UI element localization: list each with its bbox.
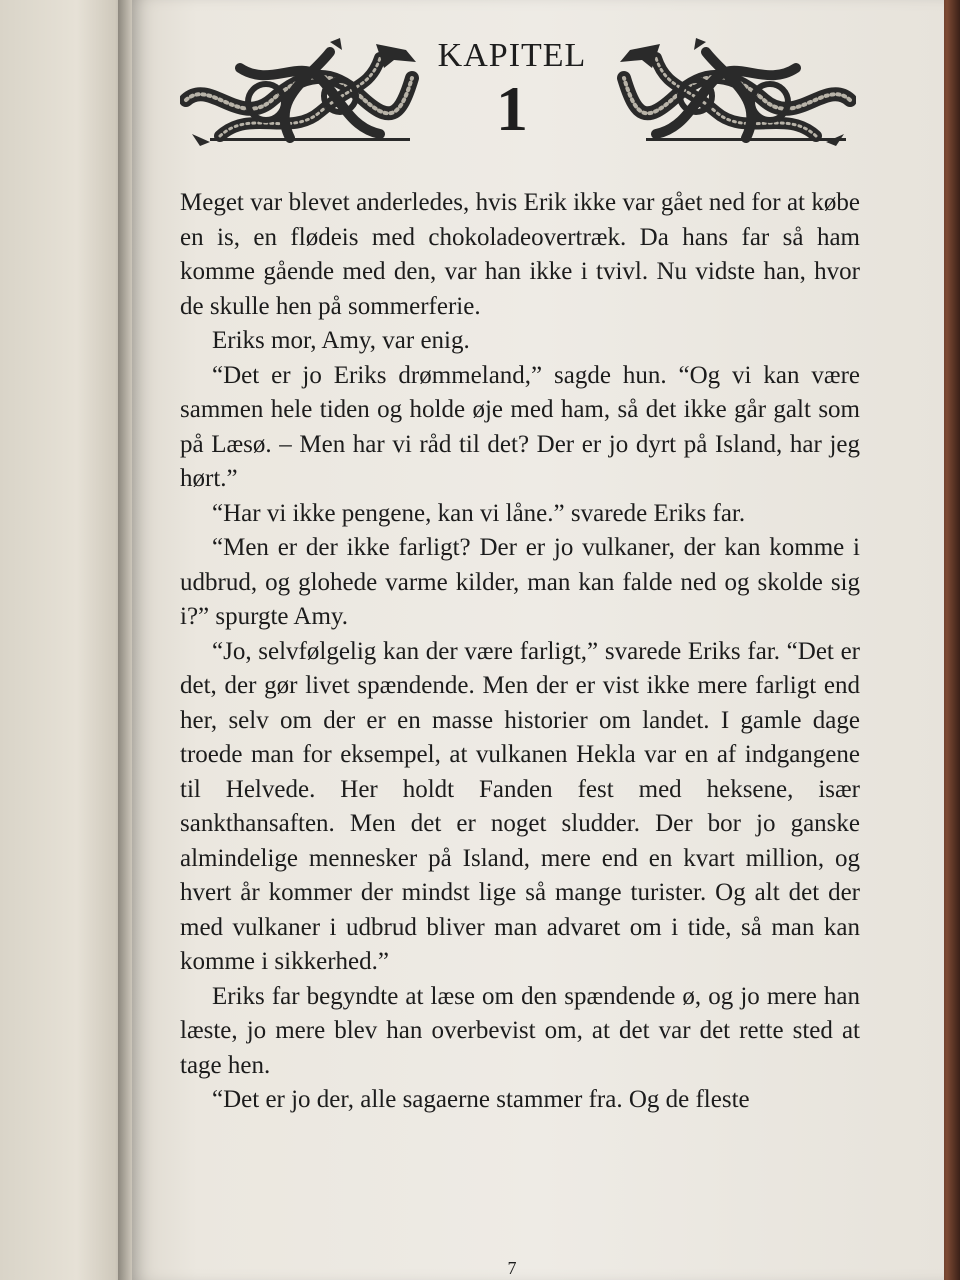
paragraph: Eriks mor, Amy, var enig.	[212, 327, 470, 354]
serpent-ornament-icon	[180, 38, 420, 148]
paragraph: “Har vi ikke pengene, kan vi låne.” svarede Eriks far.	[212, 499, 746, 527]
paragraph: “Det er jo Eriks drømmeland,” sagde hun. “Og vi kan være sammen hele tiden og holde øje med ham, så det ikke går galt som på Læsø. – Men har vi råd til det? Der er jo dyrt på Island, har jeg hørt.”	[180, 361, 860, 492]
paragraph: Eriks far begyndte at læse om den spændende ø, og jo mere han læste, jo mere blev han overbevist om, at det var det rette sted at tage hen.	[180, 982, 860, 1079]
chapter-body-text	[180, 186, 860, 1118]
chapter-label: KAPITEL	[437, 37, 587, 74]
chapter-heading	[412, 36, 612, 142]
paragraph: “Det er jo der, alle sagaerne stammer fra. Og de fleste	[212, 1086, 750, 1113]
chapter-number: 1	[496, 73, 528, 144]
paragraph: Meget var blevet anderledes, hvis Erik ikke var gået ned for at købe en is, en flødeis med chokoladeovertræk. Da hans far så ham komme gående med den, var han ikke i tvivl. Nu vidste han, hvor de skulle hen på sommerferie.	[180, 189, 860, 320]
serpent-ornament-icon	[616, 38, 856, 148]
page-number: 7	[507, 1258, 517, 1278]
paragraph: “Men er der ikke farligt? Der er jo vulkaner, der kan komme i udbrud, og glohede varme kilder, man kan falde ned og skolde sig i?” spurgte Amy.	[180, 534, 860, 630]
book-page	[132, 0, 944, 1280]
paragraph: “Jo, selvfølgelig kan der være farligt,” svarede Eriks far. “Det er det, der gør livet spændende. Men der er vist ikke mere farligt end her, selv om der er en masse historier om landet. I gamle dage troede man for eksempel, at vulkanen Hekla var en af indgangene til Helvede. Her holdt Fanden fest med heksene, især sankthansaften. Men det er noget sludder. Der bor jo ganske almindelige mennesker på Island, mere end en kvart million, og hvert år kommer der mindst lige så mange turister. Og alt det der med vulkaner i udbrud bliver man advaret om i tide, så man kan komme i sikkerhed.”	[180, 637, 860, 975]
left-page-edge	[0, 0, 128, 1280]
